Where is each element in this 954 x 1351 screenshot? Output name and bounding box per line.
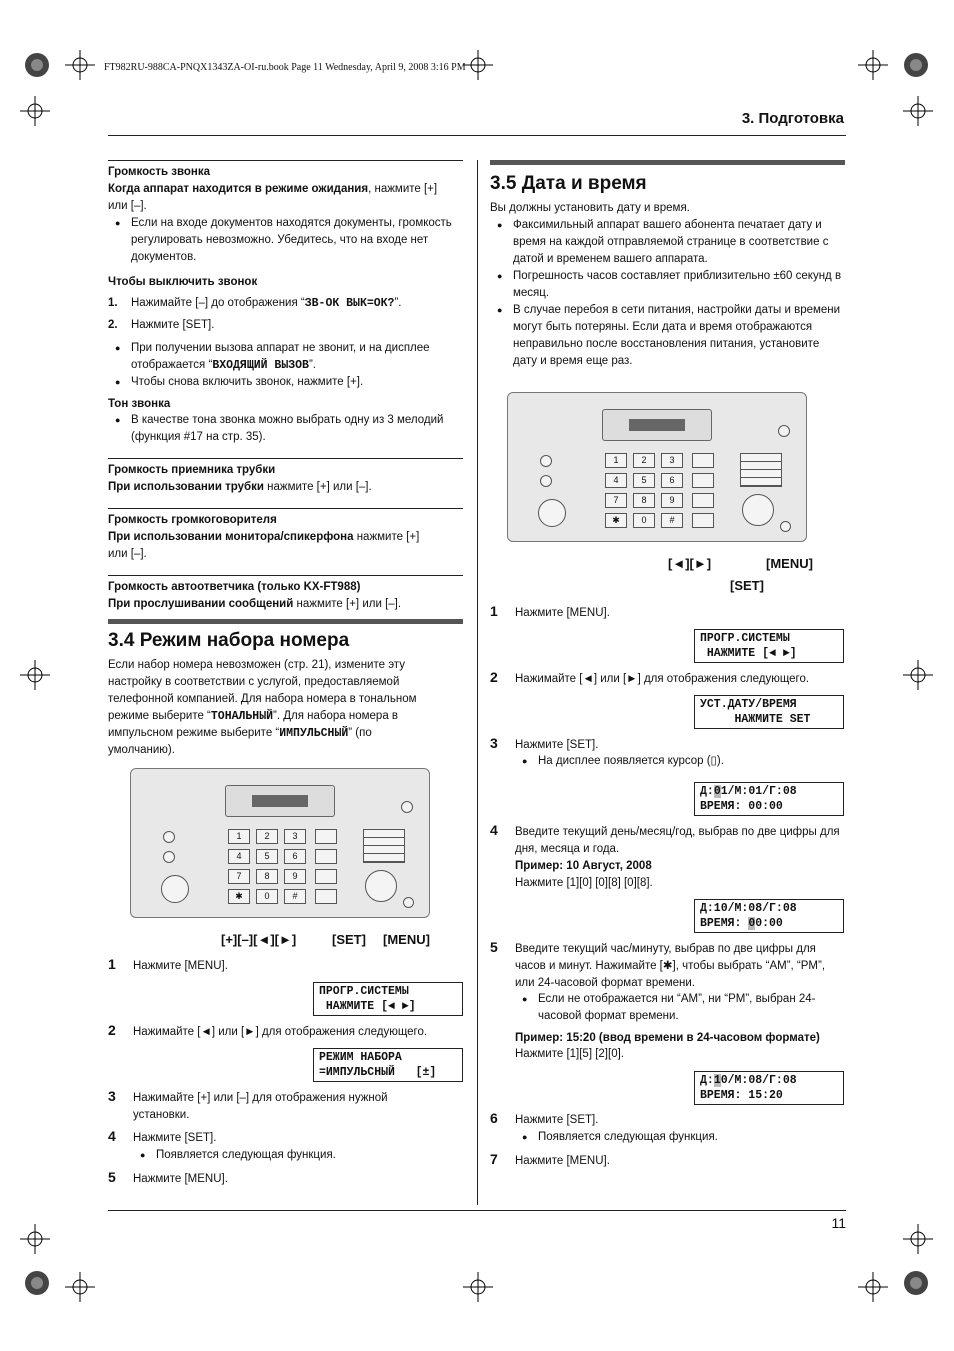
dial-step1: Нажмите [MENU]. (133, 960, 228, 972)
diagram-label-arrows: [◄][►] (668, 556, 712, 571)
lcd-display: Д:10/М:08/Г:08 ВРЕМЯ: 00:00 (694, 899, 844, 933)
date-time-bullet2: ● Погрешность часов составляет приблизительно ±60 секунд в месяц. (513, 268, 845, 302)
registration-mark (22, 1268, 52, 1298)
step-number: 4 (108, 1128, 116, 1144)
step-number: 3 (108, 1088, 116, 1104)
tone-bullet: ● В качестве тона звонка можно выбрать одну из 3 мелодий (функция #17 на стр. 35). (131, 412, 461, 446)
dial-step2: Нажимайте [◄] или [►] для отображения следующего. (133, 1026, 428, 1038)
tone-title: Тон звонка (108, 398, 171, 410)
keypad-key: 0 (633, 513, 655, 528)
keypad-key: 6 (284, 849, 306, 864)
column-divider (477, 160, 478, 1205)
keypad-key: 8 (633, 493, 655, 508)
section-header: 3. Подготовка (741, 110, 844, 127)
date-time-heading: 3.5 Дата и время (490, 173, 647, 194)
page-number: 11 (831, 1215, 846, 1231)
rule (108, 508, 463, 509)
diagram-label-menu: [MENU] (766, 556, 813, 571)
display-window (602, 409, 712, 441)
keypad-key (692, 453, 714, 468)
keypad-key (692, 493, 714, 508)
start-button (161, 875, 189, 903)
date-step5-bullet: ● Если не отображается ни “AM”, ни “PM”, выбран 24-часовой формат времени. (538, 991, 843, 1025)
keypad-key (315, 889, 337, 904)
lcd-display: ПРОГР.СИСТЕМЫ НАЖМИТЕ [◄ ►] (694, 629, 844, 663)
keypad-key: 8 (256, 869, 278, 884)
step-number: 4 (490, 822, 498, 838)
display-window (225, 785, 335, 817)
crosshair-mark (463, 1272, 493, 1302)
date-step1: Нажмите [MENU]. (515, 607, 610, 619)
crosshair-mark (858, 1272, 888, 1302)
ring-volume-bullet: ● Если на входе документов находятся документы, громкость регулировать невозможно. Убедитесь, что на входе нет документов. (131, 215, 461, 266)
set-key (403, 897, 414, 908)
navigator-key (742, 494, 774, 526)
dial-step4: Нажмите [SET]. (133, 1132, 217, 1144)
handset-line: При использовании трубки нажмите [+] или [–]. (108, 481, 372, 493)
fax-diagram (130, 768, 430, 918)
tam-title: Громкость автоответчика (только KX-FT988) (108, 581, 361, 593)
diagram-label-keys: [+][–][◄][►] (221, 932, 297, 947)
keypad-key: 5 (256, 849, 278, 864)
date-step3: Нажмите [SET]. (515, 739, 599, 751)
diagram-label-set: [SET] (332, 932, 366, 947)
date-step4-example: Пример: 10 Август, 2008 (515, 860, 652, 872)
dial-step5: Нажмите [MENU]. (133, 1173, 228, 1185)
keypad-key: 0 (256, 889, 278, 904)
keypad-key: 7 (605, 493, 627, 508)
crosshair-mark (20, 96, 50, 126)
round-button (401, 801, 413, 813)
crosshair-mark (903, 96, 933, 126)
crosshair-mark (20, 1224, 50, 1254)
date-step7: Нажмите [MENU]. (515, 1155, 610, 1167)
keypad-key (315, 829, 337, 844)
file-header: FT982RU-988CA-PNQX1343ZA-OI-ru.book Page 11 Wednesday, April 9, 2008 3:16 PM (104, 62, 466, 73)
ring-off-step1: Нажимайте [–] до отображения “ЗВ-ОК ВЫК=ОК?”. (131, 297, 402, 310)
date-step4: Введите текущий день/месяц/год, выбрав по две цифры для дня, месяца и года. (515, 826, 840, 855)
step-number: 5 (490, 939, 498, 955)
crosshair-mark (65, 1272, 95, 1302)
keypad-key: 2 (256, 829, 278, 844)
crosshair-mark (903, 660, 933, 690)
lcd-display: Д:01/М:01/Г:08 ВРЕМЯ: 00:00 (694, 782, 844, 816)
round-button (163, 851, 175, 863)
keypad-key: 4 (605, 473, 627, 488)
rule (108, 160, 463, 161)
footer-rule (108, 1210, 846, 1211)
date-step2: Нажимайте [◄] или [►] для отображения следующего. (515, 673, 810, 685)
keypad-key: 4 (228, 849, 250, 864)
crosshair-mark (858, 50, 888, 80)
set-key (780, 521, 791, 532)
step-number: 1 (108, 956, 116, 972)
dial-mode-heading: 3.4 Режим набора номера (108, 630, 350, 651)
round-button (778, 425, 790, 437)
keypad-key (315, 849, 337, 864)
step-number: 1 (490, 603, 498, 619)
tam-line: При прослушивании сообщений нажмите [+] или [–]. (108, 598, 402, 610)
keypad-key: # (661, 513, 683, 528)
speaker-line2: или [–]. (108, 548, 147, 560)
date-time-intro: Вы должны установить дату и время. (490, 202, 690, 214)
date-step5: Введите текущий час/минуту, выбрав по две цифры для часов и минут. Нажимайте [✱], чтобы выбрать “AM”, “PM”, или 24-часовой формат времени. (515, 943, 826, 989)
step-number: 2 (108, 1022, 116, 1038)
speaker-title: Громкость громкоговорителя (108, 514, 277, 526)
keypad-key: 9 (661, 493, 683, 508)
ring-off-step2: Нажмите [SET]. (131, 319, 215, 331)
keypad-key (692, 473, 714, 488)
diagram-label-menu: [MENU] (383, 932, 430, 947)
date-step6: Нажмите [SET]. (515, 1114, 599, 1126)
lcd-display: Д:10/М:08/Г:08 ВРЕМЯ: 15:20 (694, 1071, 844, 1105)
rule (108, 575, 463, 576)
crosshair-mark (903, 1224, 933, 1254)
date-step3-bullet: ● На дисплее появляется курсор (▯). (538, 753, 724, 770)
keypad-key: ✱ (228, 889, 250, 904)
lcd-display: УСТ.ДАТУ/ВРЕМЯ НАЖМИТЕ SET (694, 695, 844, 729)
step-number: 2 (490, 669, 498, 685)
round-button (163, 831, 175, 843)
ring-volume-title: Громкость звонка (108, 166, 211, 178)
registration-mark (901, 50, 931, 80)
speaker-line: При использовании монитора/спикерфона нажмите [+] (108, 531, 420, 543)
heading-rule (490, 160, 845, 165)
round-button (540, 475, 552, 487)
keypad-key (315, 869, 337, 884)
ring-volume-line: Когда аппарат находится в режиме ожидания, нажмите [+] (108, 183, 438, 195)
navigator-key (365, 870, 397, 902)
keypad-key: 7 (228, 869, 250, 884)
ring-off-step2-num: 2. (108, 319, 118, 331)
date-time-bullet3: ● В случае перебоя в сети питания, настройки даты и времени могут быть потеряны. Если дата и время отображаются неправильно после восстановления питания, установите дату и время еще раз. (513, 302, 845, 370)
keypad-key: 3 (661, 453, 683, 468)
keypad-key: 9 (284, 869, 306, 884)
dial-step3: Нажимайте [+] или [–] для отображения нужной установки. (133, 1092, 388, 1121)
fax-diagram (507, 392, 807, 542)
date-step5-example: Пример: 15:20 (ввод времени в 24-часовом формате) (515, 1032, 820, 1044)
dial-step4-bullet: ● Появляется следующая функция. (156, 1147, 336, 1164)
keypad-key: ✱ (605, 513, 627, 528)
date-step6-bullet: ● Появляется следующая функция. (538, 1129, 718, 1146)
step-number: 3 (490, 735, 498, 751)
step-number: 5 (108, 1169, 116, 1185)
ring-volume-line2: или [–]. (108, 200, 147, 212)
keypad-key: 6 (661, 473, 683, 488)
ring-off-step1-num: 1. (108, 297, 118, 309)
diagram-label-set: [SET] (730, 578, 764, 593)
rule (108, 458, 463, 459)
handset-title: Громкость приемника трубки (108, 464, 276, 476)
keypad-key: 1 (228, 829, 250, 844)
dial-mode-intro: Если набор номера невозможен (стр. 21), измените эту настройку в соответствии с услугой, предоставляемой телефонной компанией. Для набора номера в тональном режиме выберите “ТОНАЛЬНЫЙ”. Для набора номера в импульсном режиме выберите “ИМПУЛЬСНЫЙ” (по умолчанию). (108, 659, 417, 756)
heading-rule (108, 619, 463, 624)
keypad-key: 1 (605, 453, 627, 468)
ring-off-title: Чтобы выключить звонок (108, 276, 258, 288)
one-touch-grid (740, 453, 782, 487)
start-button (538, 499, 566, 527)
date-step4-press: Нажмите [1][0] [0][8] [0][8]. (515, 877, 653, 889)
keypad-key: 3 (284, 829, 306, 844)
crosshair-mark (65, 50, 95, 80)
header-rule (108, 135, 846, 136)
date-step5-press: Нажмите [1][5] [2][0]. (515, 1048, 624, 1060)
step-number: 6 (490, 1110, 498, 1126)
keypad-key: 2 (633, 453, 655, 468)
keypad-key (692, 513, 714, 528)
one-touch-grid (363, 829, 405, 863)
keypad-key: # (284, 889, 306, 904)
crosshair-mark (20, 660, 50, 690)
ring-off-bullet2: ● Чтобы снова включить звонок, нажмите [+]. (131, 374, 461, 391)
registration-mark (22, 50, 52, 80)
date-time-bullet1: ● Факсимильный аппарат вашего абонента печатает дату и время на каждой отправляемой странице в соответствие с датой и временем вашего аппарата. (513, 217, 845, 268)
step-number: 7 (490, 1151, 498, 1167)
lcd-display: ПРОГР.СИСТЕМЫ НАЖМИТЕ [◄ ►] (313, 982, 463, 1016)
registration-mark (901, 1268, 931, 1298)
crosshair-mark (463, 50, 493, 80)
round-button (540, 455, 552, 467)
lcd-display: РЕЖИМ НАБОРА =ИМПУЛЬСНЫЙ [±] (313, 1048, 463, 1082)
keypad-key: 5 (633, 473, 655, 488)
ring-off-bullet1: ● При получении вызова аппарат не звонит, и на дисплее отображается “ВХОДЯЩИЙ ВЫЗОВ”. (131, 340, 461, 374)
